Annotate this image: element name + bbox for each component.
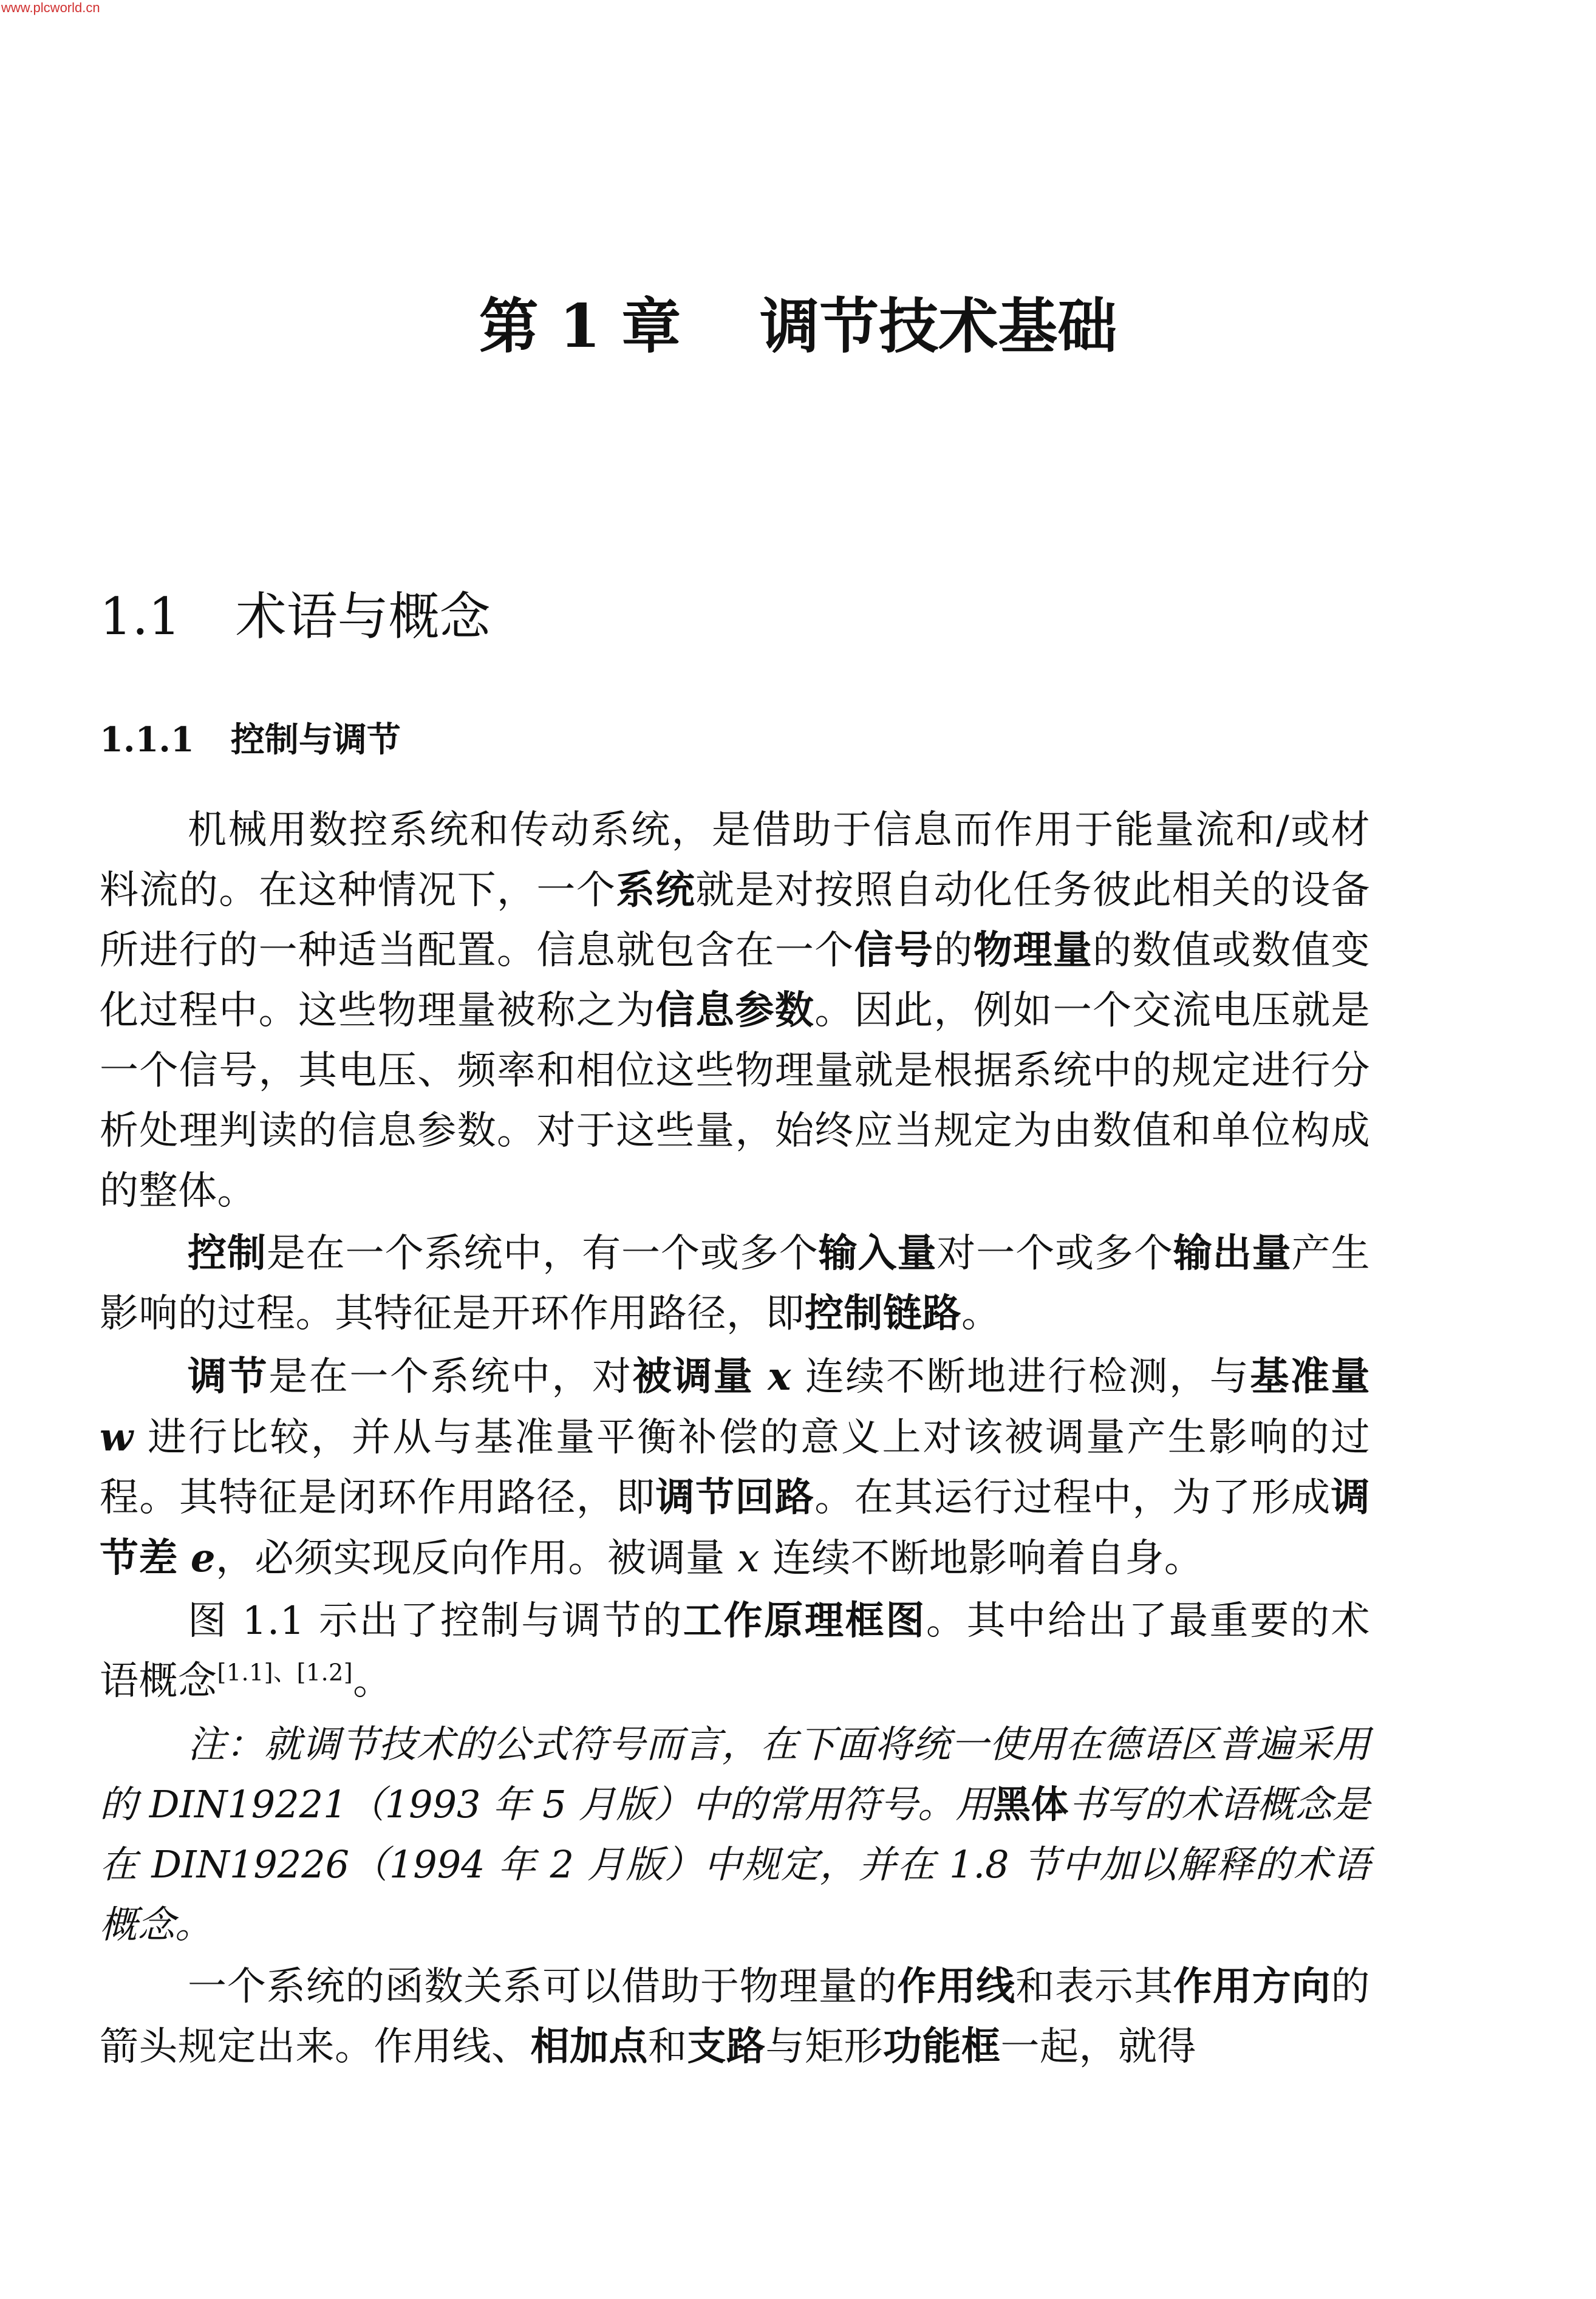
- chapter-title: [0, 290, 1596, 363]
- term-bold: 支路: [687, 2024, 766, 2069]
- term-bold: 作用线: [897, 1964, 1016, 2009]
- subsection-title-text: 控制与调节: [230, 720, 401, 760]
- paragraph-3: [100, 1347, 1370, 1589]
- text-run: 连续不断地进行检测，与: [805, 1354, 1250, 1399]
- text-run: 。其中给出了最重要的术语概念: [100, 1599, 1371, 1704]
- body-text: [100, 801, 1370, 2080]
- term-bold: 调节差: [100, 1475, 1371, 1581]
- text-run: 和: [648, 2024, 687, 2069]
- section-title-text: 术语与概念: [235, 587, 491, 646]
- text-run: 一起，就得: [1000, 2024, 1196, 2069]
- watermark: www.plcworld.cn: [1, 0, 100, 15]
- term-bold: 控制链路: [805, 1291, 961, 1336]
- term-bold: 物理量: [973, 928, 1093, 973]
- text-run: 的: [933, 928, 974, 973]
- term-bold: 控制: [188, 1231, 267, 1276]
- term-bold: 基准量: [1250, 1354, 1371, 1399]
- text-run: ，必须实现反向作用。被调量: [216, 1536, 725, 1581]
- term-bold: 输入量: [818, 1231, 937, 1276]
- term-bold: 调节: [188, 1354, 269, 1399]
- term-bold: 功能框: [883, 2024, 1001, 2069]
- text-run: 。: [353, 1659, 392, 1704]
- text-run: 对一个或多个: [936, 1231, 1173, 1276]
- term-bold: 黑体: [993, 1782, 1069, 1826]
- paragraph-5: [100, 1957, 1370, 2077]
- text-run: 。: [961, 1291, 1001, 1336]
- text-run: 就是对按照自动化任务彼此相关的设备所进行的一种适当配置。信息就包含在一个: [100, 868, 1371, 973]
- variable-symbol: x: [737, 1536, 760, 1581]
- text-run: 书写的术语概念是在 DIN19226（1994 年 2 月版）中规定，并在 1.8 节中加以解释的术语概念。: [100, 1782, 1370, 1947]
- text-run: 。因此，例如一个交流电压就是一个信号，其电压、频率和相位这些物理量就是根据系统中的规定进行分析处理判读的信息参数。对于这些量，始终应当规定为由数值和单位构成的整体。: [100, 988, 1371, 1214]
- text-run: 是在一个系统中，对: [268, 1354, 633, 1399]
- section-number: 1.1: [100, 587, 181, 646]
- term-bold: 信息参数: [655, 988, 815, 1033]
- text-run: 产生影响的过程。其特征是开环作用路径，即: [100, 1231, 1371, 1336]
- text-run: 一个系统的函数关系可以借助于物理量的: [188, 1964, 898, 2009]
- variable-symbol: x: [768, 1354, 791, 1399]
- text-run: 的数值或数值变化过程中。这些物理量被称之为: [100, 928, 1371, 1033]
- text-run: 的箭头规定出来。作用线、: [100, 1964, 1371, 2069]
- reference-superscript: [1.1]、[1.2]: [217, 1659, 353, 1686]
- text-run: 和表示其: [1015, 1964, 1173, 2009]
- term-bold: 相加点: [530, 2024, 648, 2069]
- term-bold: 输出量: [1173, 1231, 1292, 1276]
- text-run: 与矩形: [765, 2024, 883, 2069]
- text-run: 进行比较，并从与基准量平衡补偿的意义上对该被调量产生影响的过程。其特征是闭环作用路径，即: [100, 1415, 1370, 1520]
- chapter-title-text: 调节技术基础: [760, 292, 1117, 361]
- term-bold: 被调量: [632, 1354, 754, 1399]
- text-run: 机械用数控系统和传动系统，是借助于信息而作用于能量流和/或材料流的。在这种情况下，一个: [100, 808, 1370, 913]
- term-bold: 工作原理框图: [683, 1599, 926, 1644]
- paragraph-1: [100, 801, 1370, 1221]
- note-paragraph: [100, 1714, 1370, 1955]
- variable-symbol: w: [100, 1415, 134, 1460]
- term-bold: 系统: [616, 868, 696, 913]
- text-run: 连续不断地影响着自身。: [772, 1536, 1204, 1581]
- section-title: [100, 583, 491, 650]
- chapter-number: 第 1 章: [479, 292, 681, 361]
- term-bold: 调节回路: [655, 1475, 815, 1520]
- term-bold: 作用方向: [1173, 1964, 1331, 2009]
- paragraph-2: [100, 1224, 1370, 1344]
- text-run: 图 1.1 示出了控制与调节的: [188, 1599, 683, 1644]
- subsection-title: [100, 716, 401, 764]
- variable-symbol: e: [190, 1536, 216, 1581]
- paragraph-4: [100, 1591, 1370, 1712]
- subsection-number: 1.1.1: [100, 720, 194, 760]
- text-run: 是在一个系统中，有一个或多个: [266, 1231, 819, 1276]
- text-run: 。在其运行过程中，为了形成: [814, 1475, 1331, 1520]
- term-bold: 信号: [854, 928, 934, 973]
- text-run: 注：就调节技术的公式符号而言，在下面将统一使用在德语区普遍采用的 DIN19221（1993 年 5 月版）中的常用符号。用: [100, 1722, 1370, 1826]
